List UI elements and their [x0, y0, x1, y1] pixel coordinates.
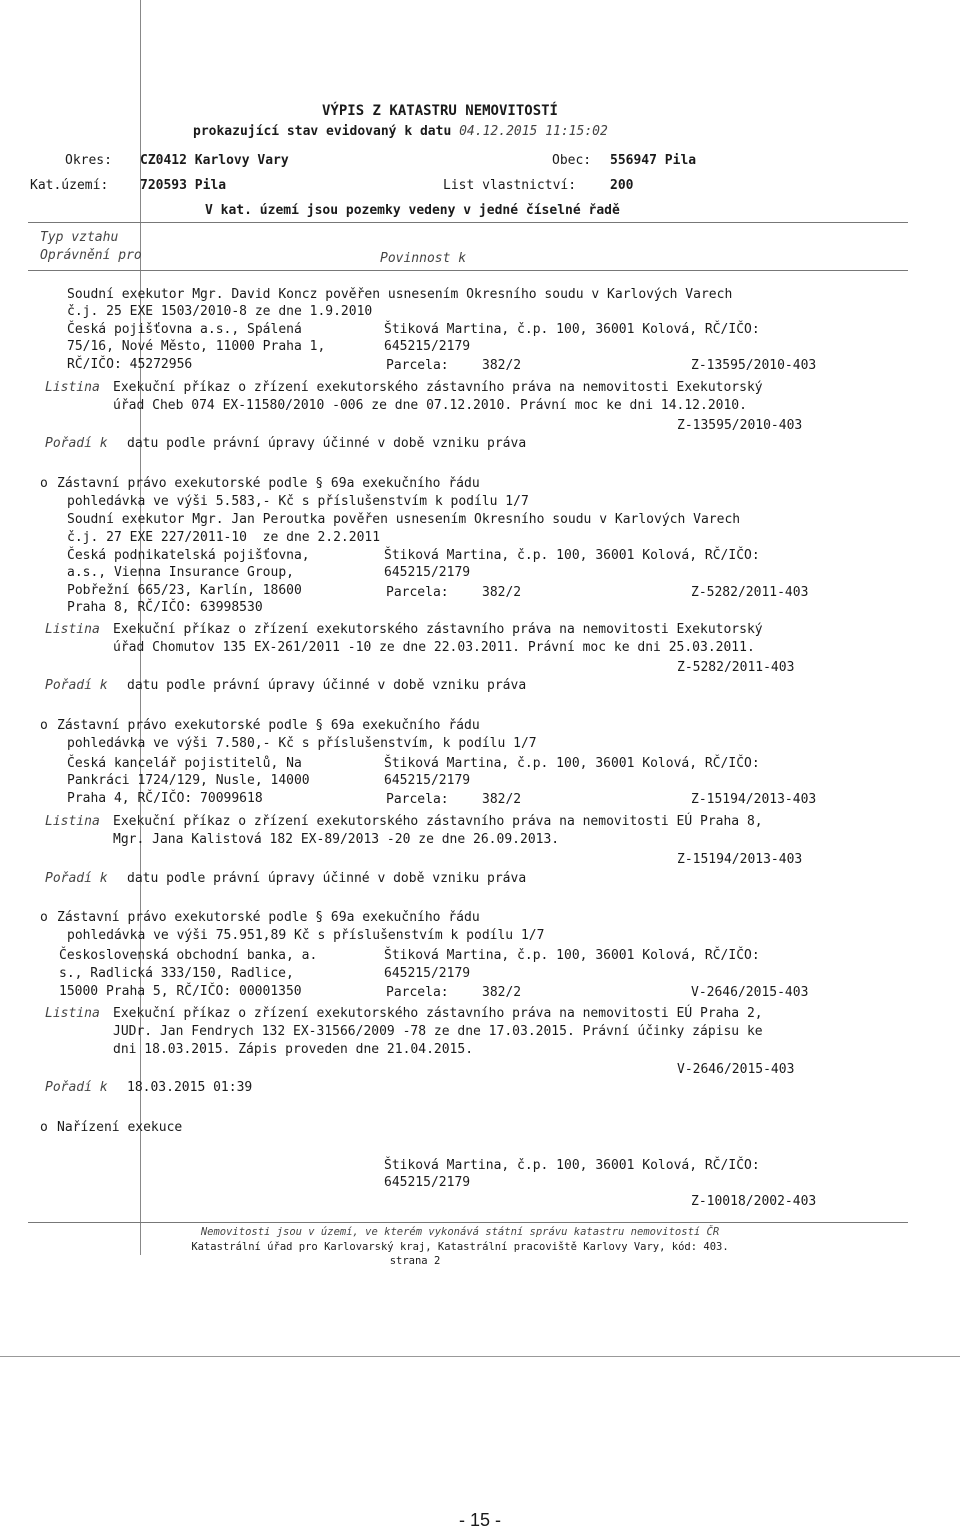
okres-value: CZ0412 Karlovy Vary [140, 153, 289, 168]
entry1-oprav-3: RČ/IČO: 45272956 [67, 357, 193, 372]
footer-page-label: strana 2 [389, 1255, 441, 1267]
entry4-ref2: V-2646/2015-403 [677, 1062, 795, 1077]
entry4-povin-1: Štiková Martina, č.p. 100, 36001 Kolová, RČ/IČO: [384, 948, 760, 963]
entry3-poradi-label: Pořadí k [45, 871, 108, 886]
entry1-parcela: 382/2 [482, 358, 522, 373]
katuzemi-value: 720593 Pila [140, 178, 227, 193]
entry4-listina-3: dni 18.03.2015. Zápis proveden dne 21.04.2015. [113, 1042, 474, 1057]
page-edge [0, 1356, 960, 1357]
document-title: VÝPIS Z KATASTRU NEMOVITOSTÍ [321, 103, 558, 119]
entry1-ref: Z-13595/2010-403 [691, 358, 817, 373]
lv-value: 200 [610, 178, 634, 193]
lv-label: List vlastnictví: [443, 178, 577, 193]
entry2-line1: pohledávka ve výši 5.583,- Kč s příslušenstvím k podílu 1/7 [67, 494, 529, 509]
columns-divider [28, 270, 908, 271]
entry1-listina-label: Listina [45, 380, 100, 395]
entry3-listina-1: Exekuční příkaz o zřízení exekutorského zástavního práva na nemovitosti EÚ Praha 8, [113, 814, 763, 829]
entry1-ref2: Z-13595/2010-403 [677, 418, 803, 433]
entry4-poradi-label: Pořadí k [45, 1080, 108, 1095]
page-number: - 15 - [458, 1510, 501, 1530]
entry4-ref: V-2646/2015-403 [691, 985, 809, 1000]
document-subtitle: prokazující stav evidovaný k datu 04.12.2015 11:15:02 [193, 124, 608, 139]
entry3-poradi: datu podle právní úpravy účinné v době vzniku práva [127, 871, 527, 886]
entry2-oprav-1: Česká podnikatelská pojišťovna, [67, 548, 310, 563]
entry2-listina-2: úřad Chomutov 135 EX-261/2011 -10 ze dne 22.03.2011. Právní moc ke dni 25.03.2011. [113, 640, 755, 655]
entry3-ref2: Z-15194/2013-403 [677, 852, 803, 867]
entry3-line0: Zástavní právo exekutorské podle § 69a exekučního řádu [57, 718, 480, 733]
entry1-listina-1: Exekuční příkaz o zřízení exekutorského zástavního práva na nemovitosti Exekutorský [113, 380, 763, 395]
entry2-oprav-4: Praha 8, RČ/IČO: 63998530 [67, 600, 263, 615]
cadastre-note: V kat. území jsou pozemky vedeny v jedné číselné řadě [205, 203, 620, 218]
entry2-line2: Soudní exekutor Mgr. Jan Peroutka pověřen usnesením Okresního soudu v Karlových Varech [67, 512, 741, 527]
footer-line2: Katastrální úřad pro Karlovarský kraj, Katastrální pracoviště Karlovy Vary, kód: 403. [191, 1241, 729, 1253]
obec-value: 556947 Pila [610, 153, 697, 168]
entry3-parcela-label: Parcela: [386, 792, 449, 807]
entry1-line1: Soudní exekutor Mgr. David Koncz pověřen usnesením Okresního soudu v Karlových Varech [67, 287, 733, 302]
col-typ-vztahu: Typ vztahu [40, 230, 119, 245]
entry4-listina-label: Listina [45, 1006, 100, 1021]
entry5-povin-2: 645215/2179 [384, 1175, 471, 1190]
entry4-poradi: 18.03.2015 01:39 [127, 1080, 253, 1095]
entry1-listina-2: úřad Cheb 074 EX-11580/2010 -006 ze dne 07.12.2010. Právní moc ke dni 14.12.2010. [113, 398, 747, 413]
entry2-parcela: 382/2 [482, 585, 522, 600]
entry4-oprav-2: s., Radlická 333/150, Radlice, [59, 966, 294, 981]
entry2-parcela-label: Parcela: [386, 585, 449, 600]
entry2-oprav-2: a.s., Vienna Insurance Group, [67, 565, 294, 580]
entry3-oprav-2: Pankráci 1724/129, Nusle, 14000 [67, 773, 310, 788]
entry2-ref: Z-5282/2011-403 [691, 585, 809, 600]
entry1-poradi-label: Pořadí k [45, 436, 108, 451]
entry4-line1: pohledávka ve výši 75.951,89 Kč s příslušenstvím k podílu 1/7 [67, 928, 545, 943]
entry4-bullet: o [40, 910, 48, 925]
entry3-oprav-3: Praha 4, RČ/IČO: 70099618 [67, 791, 263, 806]
col-opravneni-pro: Oprávnění pro [40, 248, 142, 263]
entry3-bullet: o [40, 718, 48, 733]
entry3-povin-2: 645215/2179 [384, 773, 471, 788]
col-povinnost-k: Povinnost k [380, 251, 467, 266]
entry1-line2: č.j. 25 EXE 1503/2010-8 ze dne 1.9.2010 [67, 304, 373, 319]
entry2-line3: č.j. 27 EXE 227/2011-10 ze dne 2.2.2011 [67, 530, 381, 545]
entry3-ref: Z-15194/2013-403 [691, 792, 817, 807]
entry4-oprav-1: Československá obchodní banka, a. [59, 948, 318, 963]
entry1-oprav-2: 75/16, Nové Město, 11000 Praha 1, [67, 339, 326, 354]
entry4-listina-1: Exekuční příkaz o zřízení exekutorského zástavního práva na nemovitosti EÚ Praha 2, [113, 1006, 763, 1021]
okres-label: Okres: [65, 153, 112, 168]
katuzemi-label: Kat.území: [30, 178, 109, 193]
entry2-bullet: o [40, 476, 48, 491]
entry2-line0: Zástavní právo exekutorské podle § 69a exekučního řádu [57, 476, 480, 491]
entry2-povin-2: 645215/2179 [384, 565, 471, 580]
entry4-listina-2: JUDr. Jan Fendrych 132 EX-31566/2009 -78 ze dne 17.03.2015. Právní účinky zápisu ke [113, 1024, 763, 1039]
entry5-ref: Z-10018/2002-403 [691, 1194, 817, 1209]
entry3-listina-2: Mgr. Jana Kalistová 182 EX-89/2013 -20 ze dne 26.09.2013. [113, 832, 560, 847]
entry5-bullet: o [40, 1120, 48, 1135]
entry3-oprav-1: Česká kancelář pojistitelů, Na [67, 756, 302, 771]
entry4-povin-2: 645215/2179 [384, 966, 471, 981]
entry2-ref2: Z-5282/2011-403 [677, 660, 795, 675]
footer-divider [28, 1222, 908, 1223]
entry2-oprav-3: Pobřežní 665/23, Karlín, 18600 [67, 583, 302, 598]
footer-line1: Nemovitosti jsou v území, ve kterém vykonává státní správu katastru nemovitostí ČR [200, 1226, 720, 1238]
entry2-poradi: datu podle právní úpravy účinné v době vzniku práva [127, 678, 527, 693]
entry3-listina-label: Listina [45, 814, 100, 829]
entry1-oprav-1: Česká pojišťovna a.s., Spálená [67, 322, 302, 337]
header-divider [28, 222, 908, 223]
entry1-poradi: datu podle právní úpravy účinné v době vzniku práva [127, 436, 527, 451]
entry3-line1: pohledávka ve výši 7.580,- Kč s příslušenstvím, k podílu 1/7 [67, 736, 537, 751]
entry5-povin-1: Štiková Martina, č.p. 100, 36001 Kolová, RČ/IČO: [384, 1158, 760, 1173]
entry5-line0: Nařízení exekuce [57, 1120, 183, 1135]
entry4-parcela-label: Parcela: [386, 985, 449, 1000]
entry2-poradi-label: Pořadí k [45, 678, 108, 693]
entry4-line0: Zástavní právo exekutorské podle § 69a exekučního řádu [57, 910, 480, 925]
entry1-parcela-label: Parcela: [386, 358, 449, 373]
entry1-povin-2: 645215/2179 [384, 339, 471, 354]
entry2-listina-1: Exekuční příkaz o zřízení exekutorského zástavního práva na nemovitosti Exekutorský [113, 622, 763, 637]
entry2-povin-1: Štiková Martina, č.p. 100, 36001 Kolová, RČ/IČO: [384, 548, 760, 563]
entry3-parcela: 382/2 [482, 792, 522, 807]
entry2-listina-label: Listina [45, 622, 100, 637]
entry1-povin-1: Štiková Martina, č.p. 100, 36001 Kolová, RČ/IČO: [384, 322, 760, 337]
entry3-povin-1: Štiková Martina, č.p. 100, 36001 Kolová, RČ/IČO: [384, 756, 760, 771]
entry4-oprav-3: 15000 Praha 5, RČ/IČO: 00001350 [59, 984, 302, 999]
obec-label: Obec: [552, 153, 592, 168]
entry4-parcela: 382/2 [482, 985, 522, 1000]
